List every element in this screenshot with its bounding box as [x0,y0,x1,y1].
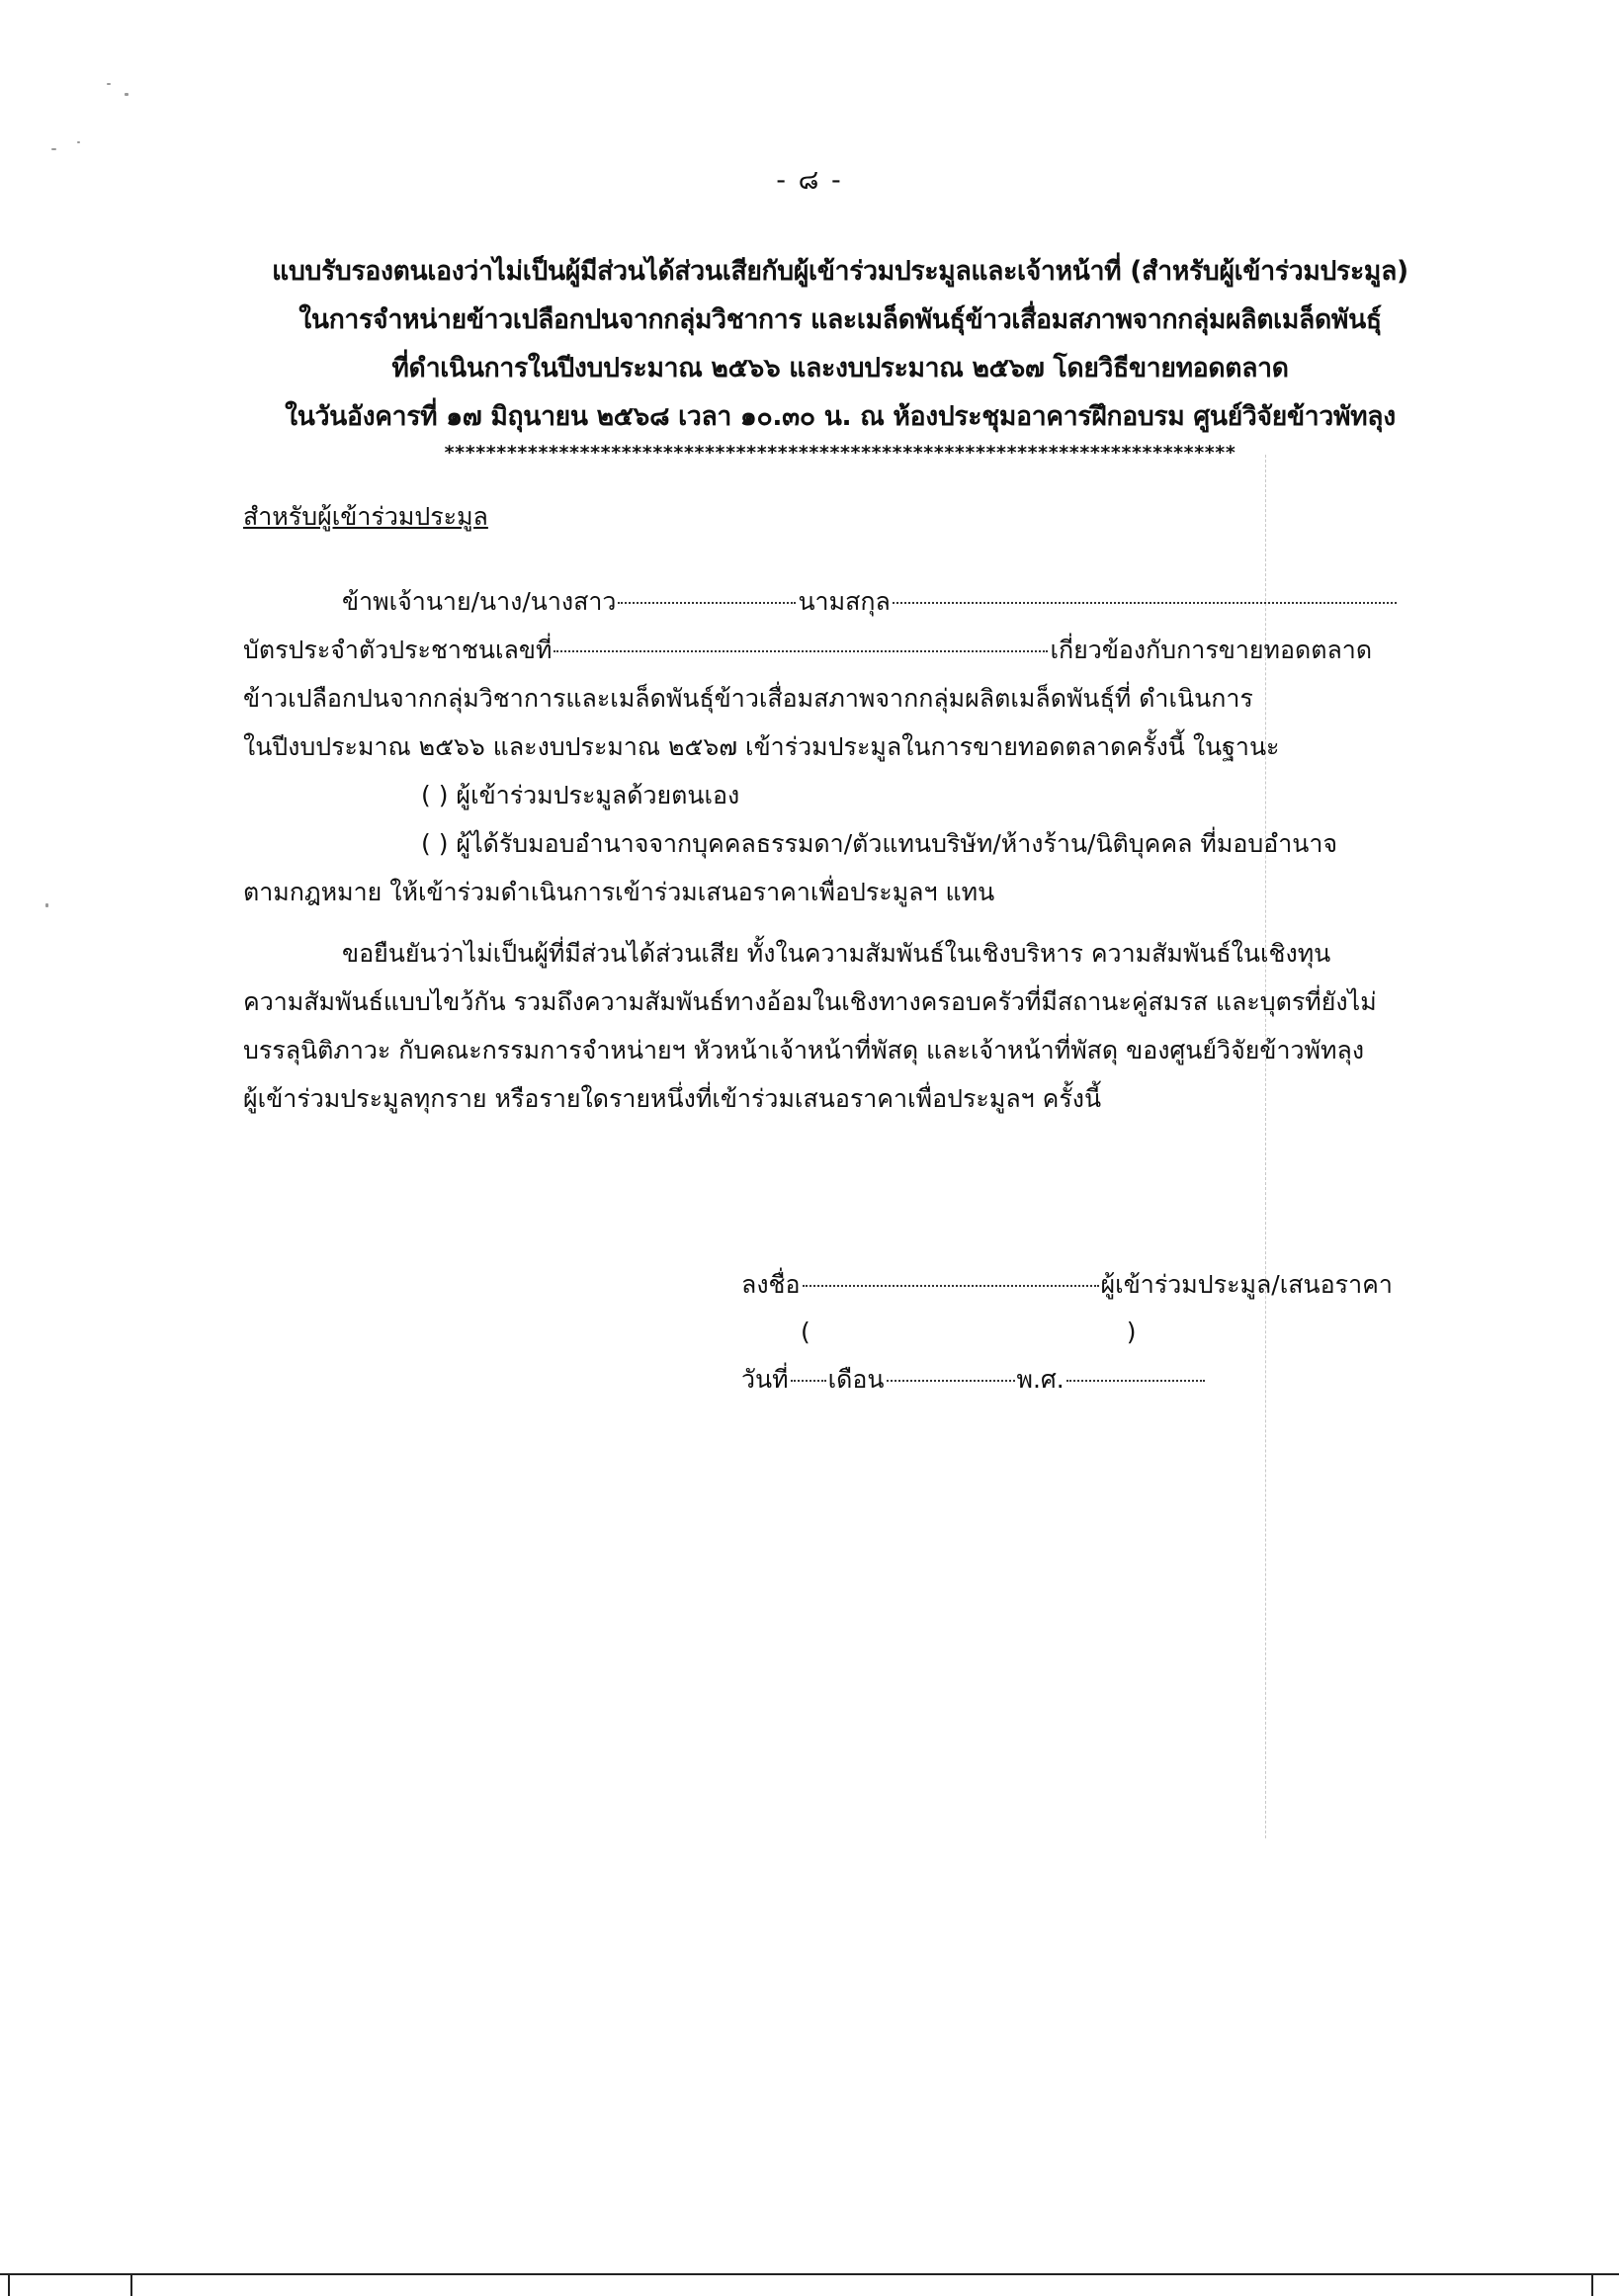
date-line [741,1356,1453,1403]
paren-close: ) [1126,1318,1137,1346]
affirmation-line: ความสัมพันธ์แบบไขว้กัน รวมถึงความสัมพันธ์ทางอ้อมในเชิงทางครอบครัวที่มีสถานะคู่สมรส และบุตรที่ยังไม่ [243,987,1377,1016]
signature-line [741,1261,1453,1309]
id-suffix: เกี่ยวข้องกับการขายทอดตลาด [1050,636,1373,664]
id-line [243,626,1439,674]
scan-speck [125,93,128,96]
id-number-field[interactable] [554,649,1048,652]
affirmation-line: บรรลุนิติภาวะ กับคณะกรรมการจำหน่ายฯ หัวหน้าเจ้าหน้าที่พัสดุ และเจ้าหน้าที่พัสดุ ของศูนย์วิจัยข้าวพัทลุง [243,1036,1365,1064]
self-option-label: ผู้เข้าร่วมประมูลด้วยตนเอง [456,781,740,809]
title-line: แบบรับรองตนเองว่าไม่เป็นผู้มีส่วนได้ส่วนเสียกับผู้เข้าร่วมประมูลและเจ้าหน้าที่ (สำหรับผู้เข้าร่วมประมูล) [272,256,1408,287]
year-field[interactable] [1066,1379,1205,1382]
option-proxy [243,819,1439,868]
self-checkbox[interactable]: ( ) [421,781,449,809]
title-line: ที่ดำเนินการในปีงบประมาณ ๒๕๖๖ และงบประมาณ ๒๕๖๗ โดยวิธีขายทอดตลาด [391,353,1289,383]
scan-edge-tick [8,2273,10,2296]
surname-field[interactable] [893,601,1397,604]
scan-speck [51,148,56,150]
date-label: วันที่ [741,1365,789,1394]
paren-open: ( [801,1318,810,1346]
signature-field[interactable] [803,1284,1099,1287]
scan-speck [77,141,80,143]
title-line: ในวันอังคารที่ ๑๗ มิถุนายน ๒๕๖๘ เวลา ๑๐.๓๐ น. ณ ห้องประชุมอาคารฝึกอบรม ศูนย์วิจัยข้าวพัทลุง [285,401,1396,432]
proxy-continuation: ตามกฎหมาย ให้เข้าร่วมดำเนินการเข้าร่วมเสนอราคาเพื่อประมูลฯ แทน [243,878,995,906]
scan-speck [107,83,111,85]
declaration-paragraph [243,577,1439,916]
title-line: ในการจำหน่ายข้าวเปลือกปนจากกลุ่มวิชาการ และเมล็ดพันธุ์ข้าวเสื่อมสภาพจากกลุ่มผลิตเมล็ดพันธุ์ [298,304,1382,335]
proxy-checkbox[interactable]: ( ) [421,829,449,858]
document-title [237,247,1443,441]
option-self [243,771,1439,819]
separator: **************************************************************************** [444,442,1236,464]
year-label: พ.ศ. [1016,1365,1065,1394]
declaration-line: ในปีงบประมาณ ๒๕๖๖ และงบประมาณ ๒๕๖๗ เข้าร่วมประมูลในการขายทอดตลาดครั้งนี้ ในฐานะ [243,732,1280,761]
signature-block [741,1261,1453,1403]
sign-label: ลงชื่อ [741,1270,801,1299]
scan-edge-tick [1591,2273,1593,2296]
day-field[interactable] [791,1379,826,1382]
declaration-line: ข้าวเปลือกปนจากกลุ่มวิชาการและเมล็ดพันธุ์ข้าวเสื่อมสภาพจากกลุ่มผลิตเมล็ดพันธุ์ที่ ดำเนินการ [243,684,1253,713]
scan-edge-tick [130,2273,132,2296]
first-name-field[interactable] [618,601,796,604]
page-number: - ๘ - [776,165,843,196]
printed-name-line [741,1309,1453,1356]
affirmation-paragraph [243,929,1439,1123]
proxy-option-label: ผู้ได้รับมอบอำนาจจากบุคคลธรรมดา/ตัวแทนบริษัท/ห้างร้าน/นิติบุคคล ที่มอบอำนาจ [456,829,1338,858]
affirmation-line: ขอยืนยันว่าไม่เป็นผู้ที่มีส่วนได้ส่วนเสีย ทั้งในความสัมพันธ์ในเชิงบริหาร ความสัมพันธ์ในเชิงทุน [342,939,1331,968]
section-heading: สำหรับผู้เข้าร่วมประมูล [243,502,488,531]
month-field[interactable] [887,1379,1015,1382]
surname-label: นามสกุล [798,587,891,616]
id-label: บัตรประจำตัวประชาชนเลขที่ [243,636,553,664]
scan-bottom-edge [0,2273,1619,2275]
scan-speck [45,903,48,907]
affirmation-line: ผู้เข้าร่วมประมูลทุกราย หรือรายใดรายหนึ่งที่เข้าร่วมเสนอราคาเพื่อประมูลฯ ครั้งนี้ [243,1084,1102,1113]
name-line [243,577,1439,626]
month-label: เดือน [827,1365,885,1394]
sign-role: ผู้เข้าร่วมประมูล/เสนอราคา [1100,1270,1393,1299]
name-prefix-label: ข้าพเจ้านาย/นาง/นางสาว [342,587,617,616]
